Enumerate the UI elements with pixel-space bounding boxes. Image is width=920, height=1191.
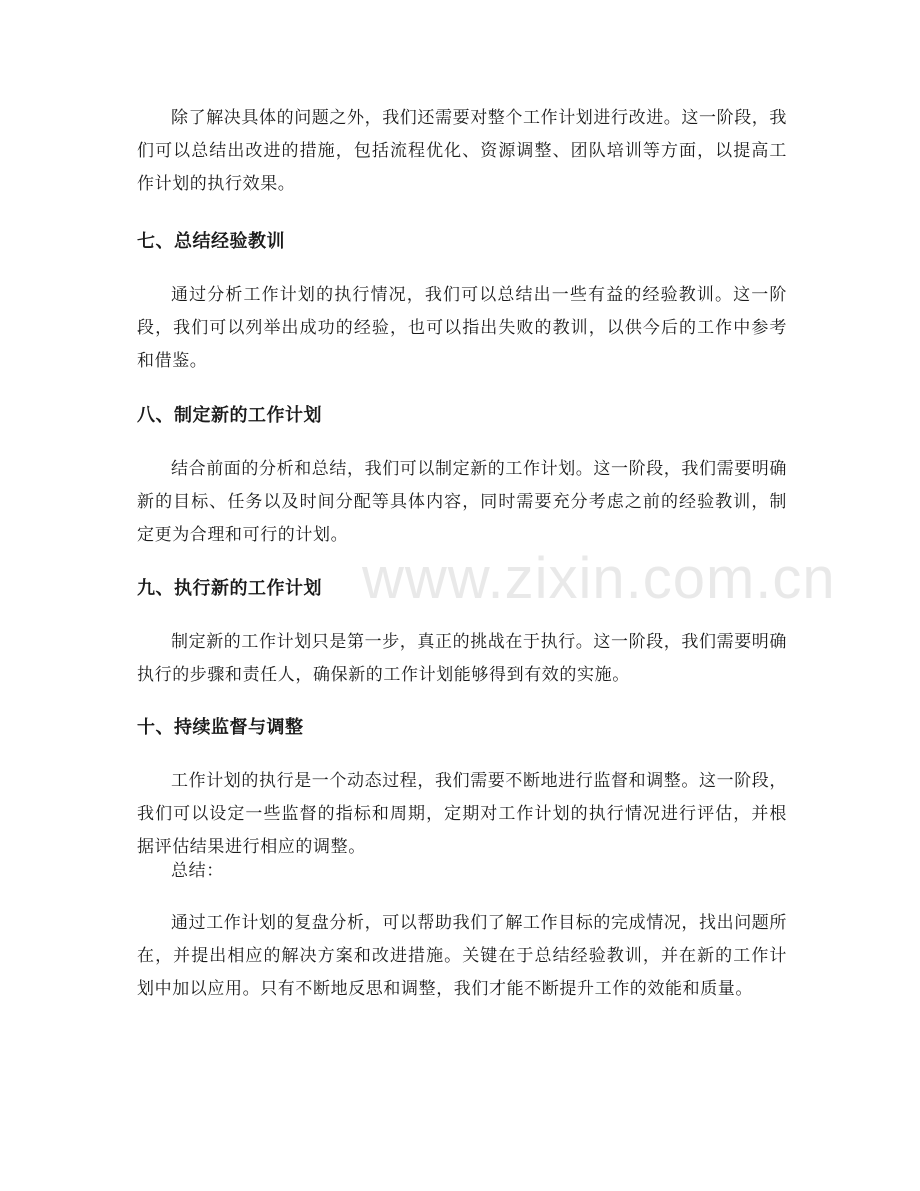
watermark-text: www.zixin.com.cn bbox=[362, 546, 836, 611]
section-9-body bbox=[137, 626, 787, 692]
section-9-paragraph: 制定新的工作计划只是第一步，真正的挑战在于执行。这一阶段，我们需要明确执行的步骤和责任人，确保新的工作计划能够得到有效的实施。 bbox=[137, 632, 787, 685]
summary-label: 总结： bbox=[171, 861, 224, 881]
section-7 bbox=[137, 227, 787, 257]
section-8 bbox=[137, 401, 787, 431]
section-9 bbox=[137, 574, 787, 604]
section-10 bbox=[137, 713, 787, 743]
section-7-paragraph: 通过分析工作计划的执行情况，我们可以总结出一些有益的经验教训。这一阶段，我们可以列举出成功的经验，也可以指出失败的教训，以供今后的工作中参考和借鉴。 bbox=[137, 285, 787, 371]
section-10-body bbox=[137, 765, 787, 864]
summary-paragraph: 通过工作计划的复盘分析，可以帮助我们了解工作目标的完成情况，找出问题所在，并提出相应的解决方案和改进措施。关键在于总结经验教训，并在新的工作计划中加以应用。只有不断地反思和调整，我们才能不断提升工作的效能和质量。 bbox=[137, 913, 787, 999]
section-10-paragraph: 工作计划的执行是一个动态过程，我们需要不断地进行监督和调整。这一阶段，我们可以设定一些监督的指标和周期，定期对工作计划的执行情况进行评估，并根据评估结果进行相应的调整。 bbox=[137, 771, 787, 857]
section-7-heading: 七、总结经验教训 bbox=[137, 231, 285, 252]
section-9-heading: 九、执行新的工作计划 bbox=[137, 578, 322, 599]
section-10-heading: 十、持续监督与调整 bbox=[137, 717, 304, 738]
summary-label-block bbox=[137, 855, 787, 888]
section-8-body bbox=[137, 453, 787, 552]
intro-paragraph: 除了解决具体的问题之外，我们还需要对整个工作计划进行改进。这一阶段，我们可以总结出改进的措施，包括流程优化、资源调整、团队培训等方面，以提高工作计划的执行效果。 bbox=[137, 108, 787, 194]
section-7-body bbox=[137, 279, 787, 378]
summary-body bbox=[137, 907, 787, 1006]
intro-section bbox=[137, 102, 787, 201]
section-8-heading: 八、制定新的工作计划 bbox=[137, 405, 322, 426]
section-8-paragraph: 结合前面的分析和总结，我们可以制定新的工作计划。这一阶段，我们需要明确新的目标、任务以及时间分配等具体内容，同时需要充分考虑之前的经验教训，制定更为合理和可行的计划。 bbox=[137, 459, 787, 545]
